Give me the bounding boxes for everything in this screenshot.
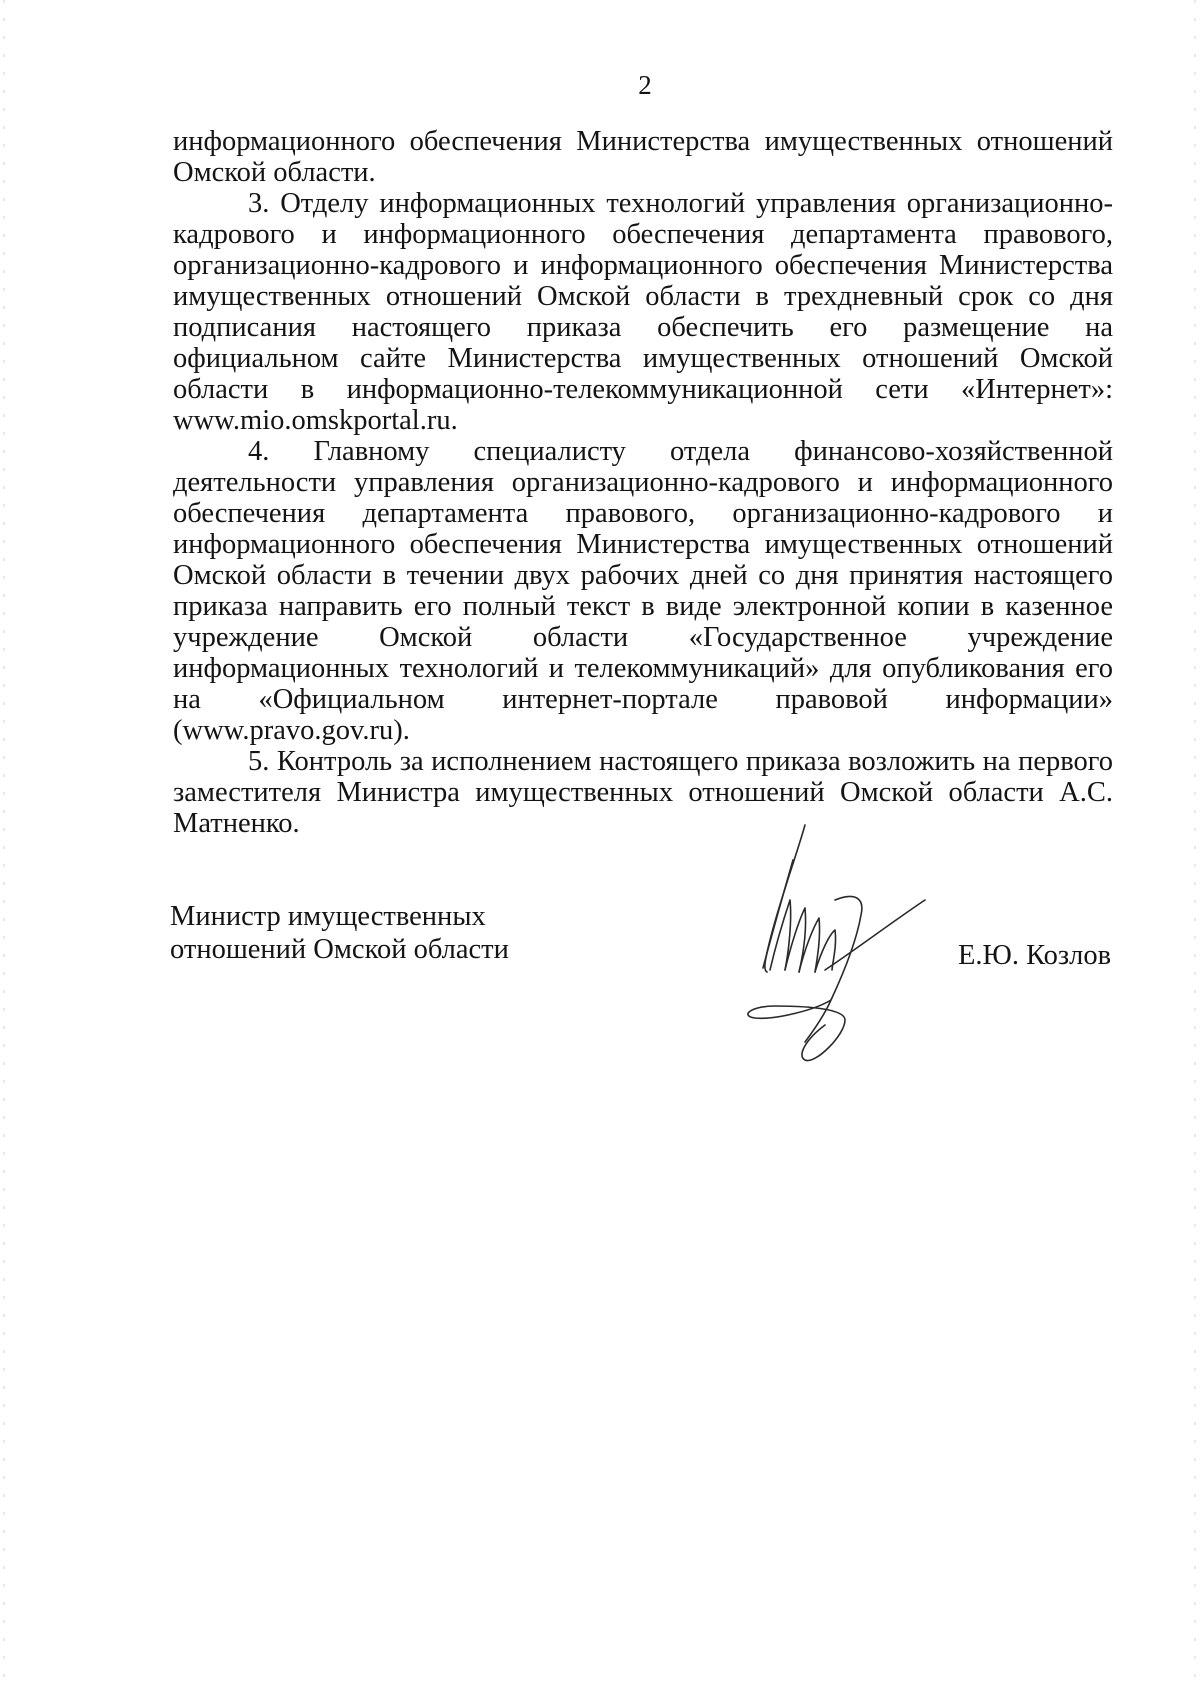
paragraph-item-5: 5. Контроль за исполнением настоящего приказа возложить на первого заместителя Министра имущественных отношений Омской области А.С. Матненко. — [173, 746, 1113, 839]
handwritten-signature — [735, 820, 935, 1080]
paragraph-item-4: 4. Главному специалисту отдела финансово-хозяйственной деятельности управления организационно-кадрового и информационного обеспечения департамента правового, организационно-кадрового и информационного обеспечения Министерства имущественных отношений Омской области в течении двух рабочих дней со дня принятия настоящего приказа направить его полный текст в виде электронной копии в казенное учреждение Омской области «Государственное учреждение информационных технологий и телекоммуникаций» для опубликования его на «Официальном интернет-портале правовой информации» (www.pravo.gov.ru). — [173, 436, 1113, 746]
paragraph-continuation: информационного обеспечения Министерства имущественных отношений Омской области. — [173, 126, 1113, 188]
page-number: 2 — [638, 70, 652, 100]
scan-edge-right — [1194, 0, 1196, 1686]
signatory-title-line1: Министр имущественных — [170, 901, 486, 932]
paragraph-item-3: 3. Отделу информационных технологий управления организационно-кадрового и информационного обеспечения департамента правового, организационно-кадрового и информационного обеспечения Министерства имущественных отношений Омской области в трехдневный срок со дня подписания настоящего приказа обеспечить его размещение на официальном сайте Министерства имущественных отношений Омской области в информационно-телекоммуникационной сети «Интернет»: www.mio.omskportal.ru. — [173, 188, 1113, 436]
signatory-title — [170, 900, 509, 966]
scan-edge-left — [3, 0, 5, 1686]
document-body — [173, 126, 1113, 839]
signatory-name: Е.Ю. Козлов — [958, 940, 1112, 971]
signatory-title-line2: отношений Омской области — [170, 934, 509, 965]
